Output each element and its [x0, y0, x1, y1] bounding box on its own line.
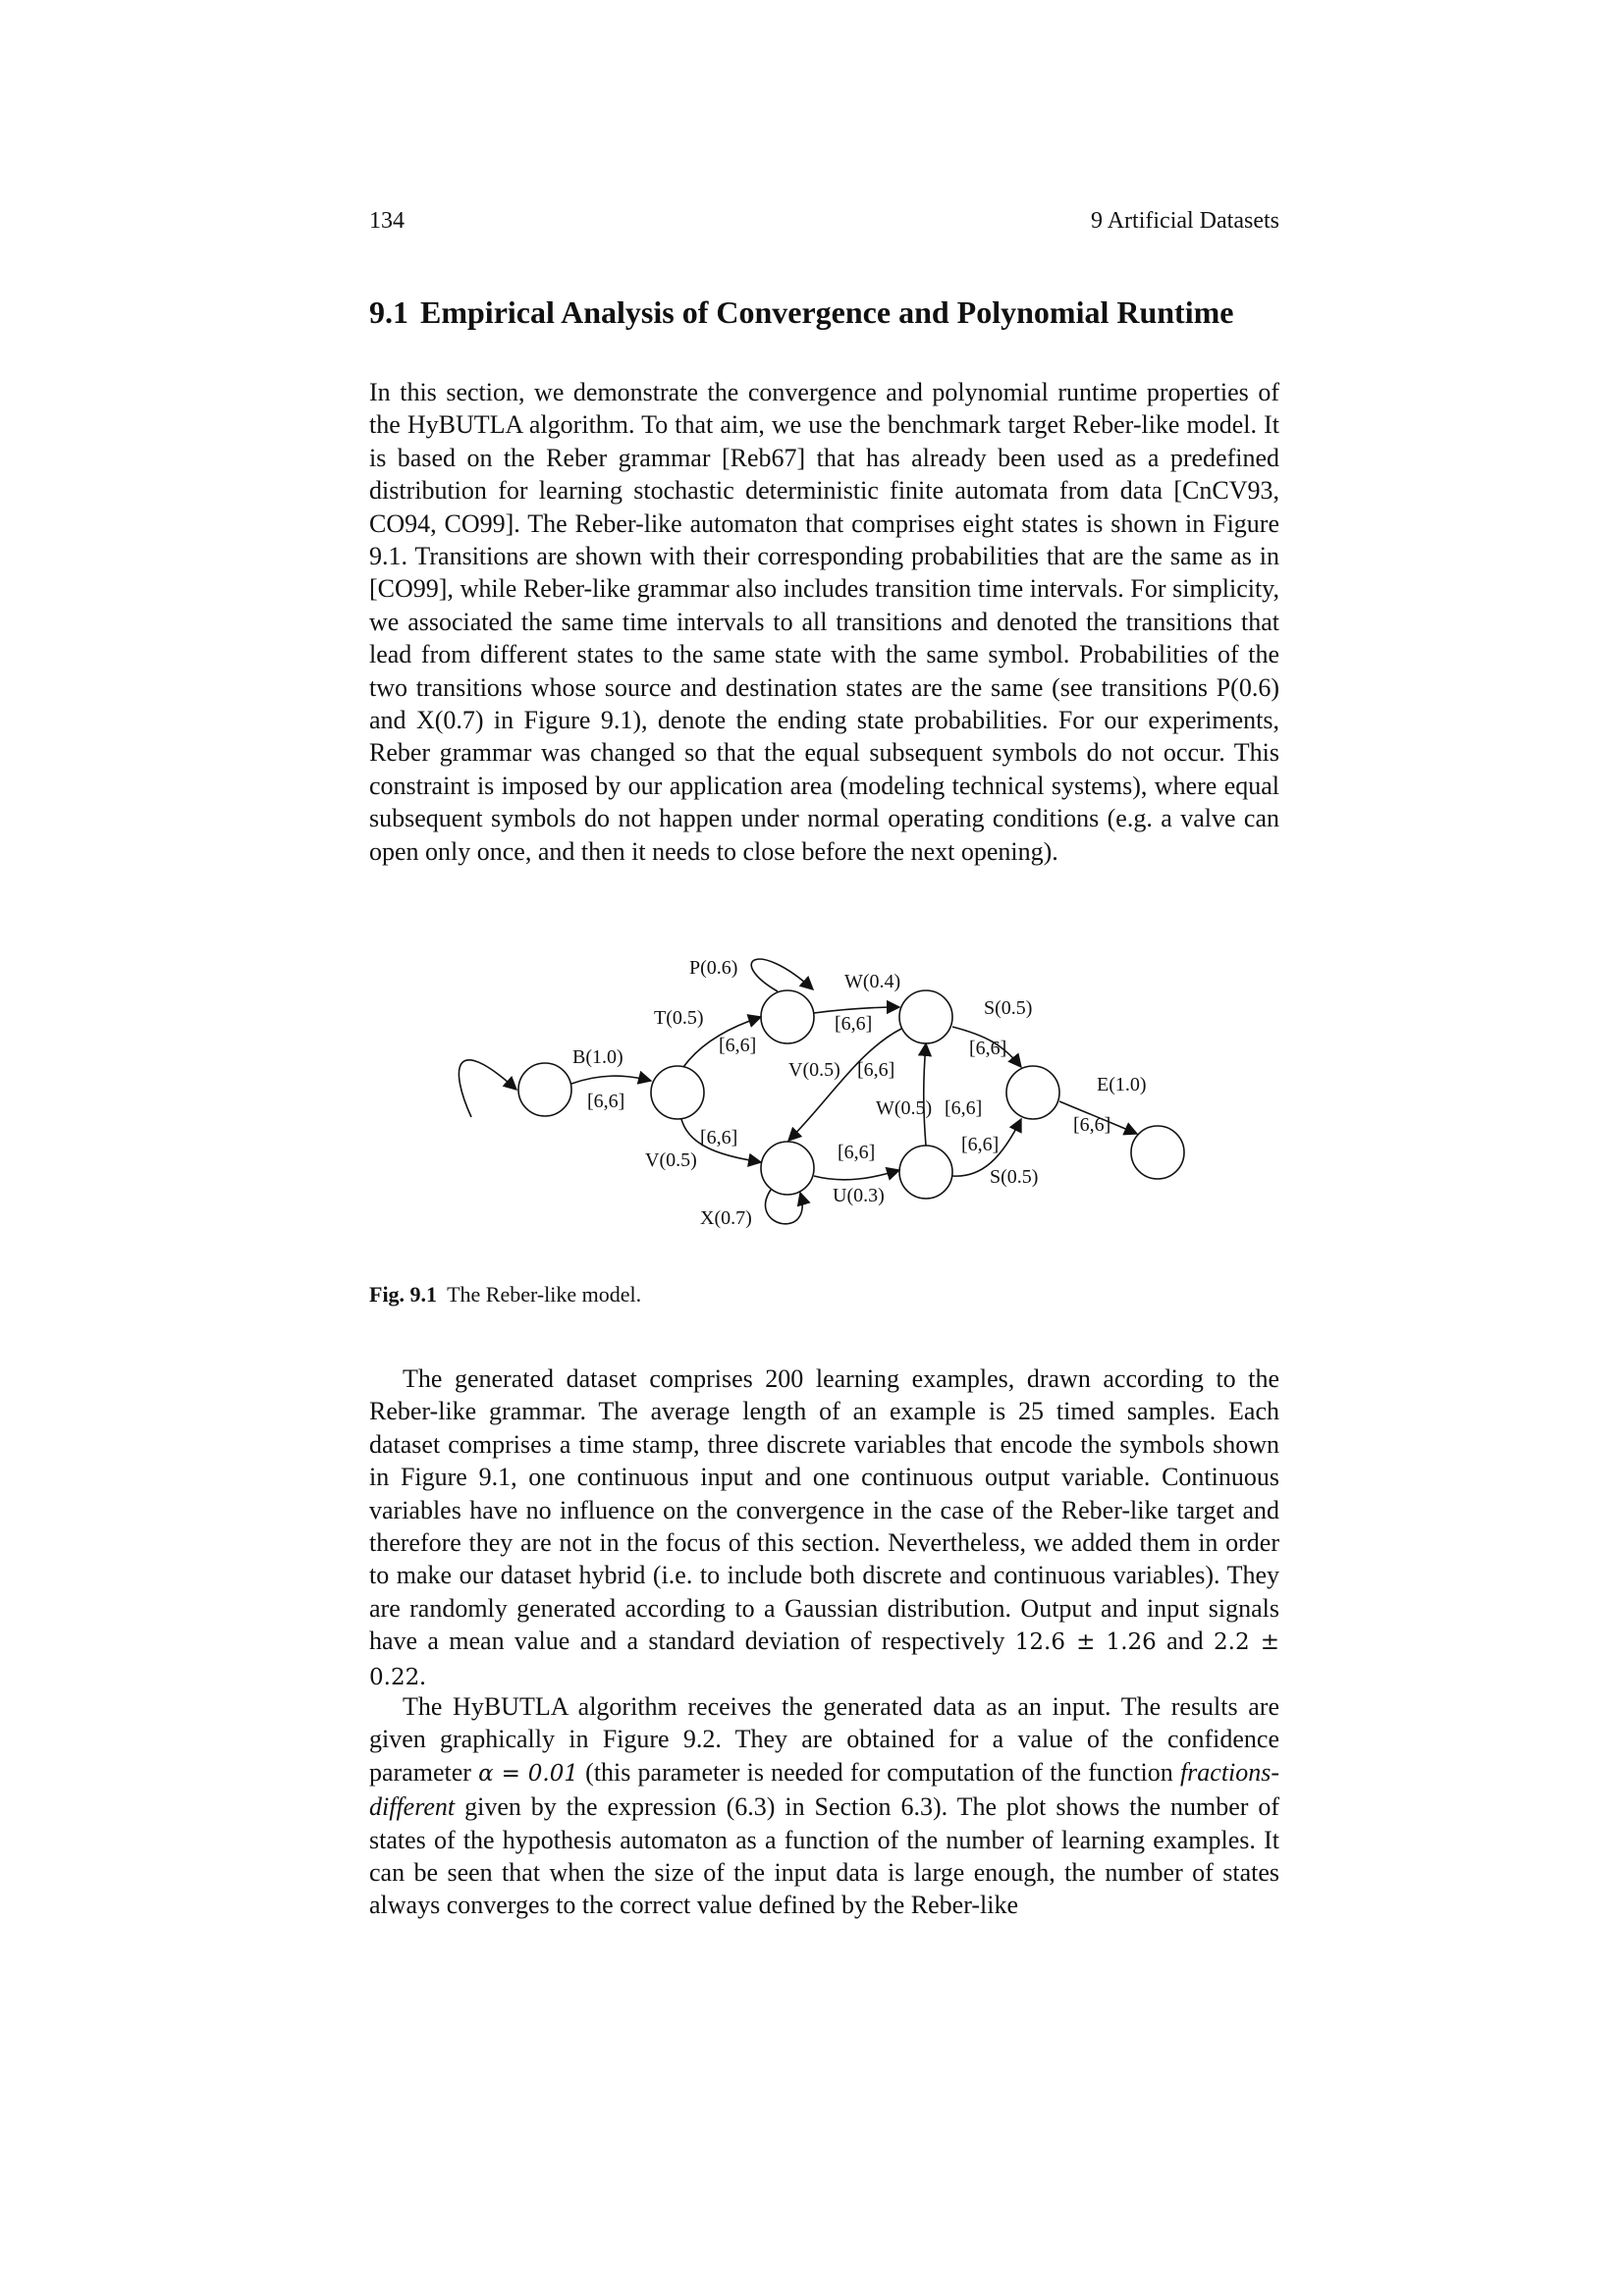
- figure-reber-automaton: [432, 942, 1218, 1237]
- edge-v05-up: [788, 1029, 901, 1141]
- label-w04: W(0.4): [844, 971, 901, 992]
- label-u: U(0.3): [833, 1185, 885, 1206]
- interval-label: [6,6]: [1073, 1114, 1111, 1136]
- state-2: [651, 1066, 704, 1119]
- label-t: T(0.5): [654, 1007, 704, 1029]
- state-5: [1006, 1066, 1059, 1119]
- automaton-diagram: [432, 942, 1218, 1237]
- state-7: [899, 1146, 952, 1199]
- state-start: [518, 1063, 571, 1116]
- edge-initial-loop: [459, 1060, 516, 1117]
- math-sd: 2.2 ± 0.22: [369, 1629, 1280, 1690]
- label-v05b: V(0.5): [645, 1149, 697, 1171]
- edge-u: [814, 1170, 899, 1180]
- edge-w05: [924, 1043, 926, 1146]
- function-name: fractions-different: [369, 1757, 1280, 1822]
- label-s05a: S(0.5): [984, 997, 1033, 1019]
- interval-label: [6,6]: [587, 1091, 625, 1112]
- paragraph-results-b: (this parameter is needed for computation of the function: [585, 1757, 1173, 1787]
- edge-b: [571, 1076, 651, 1084]
- interval-label: [6,6]: [961, 1134, 1000, 1155]
- paragraph-results: [369, 1690, 1279, 1922]
- interval-label: [6,6]: [719, 1035, 757, 1056]
- interval-label: [6,6]: [835, 1013, 873, 1035]
- edge-p-loop: [751, 959, 813, 991]
- interval-label: [6,6]: [857, 1059, 895, 1081]
- state-end: [1131, 1126, 1184, 1179]
- section-title-text: Empirical Analysis of Convergence and Polynomial Runtime: [420, 294, 1234, 330]
- interval-label: [6,6]: [700, 1127, 738, 1148]
- label-w05: W(0.5): [876, 1097, 933, 1119]
- math-alpha: α = 0.01: [478, 1760, 579, 1787]
- interval-label: [6,6]: [838, 1142, 876, 1163]
- state-6: [761, 1142, 814, 1195]
- paragraph-results-c: given by the expression (6.3) in Section 6.3). The plot shows the number of states of the hypothesis automaton as a function of the number of learning examples. It can be seen that when the size of the input data is large enough, the number of states always converges to the correct value defined by the Reber-like: [369, 1792, 1280, 1920]
- figure-caption: [369, 1282, 641, 1308]
- section-number: 9.1: [369, 294, 408, 330]
- interval-label: [6,6]: [945, 1097, 983, 1119]
- section-title: [369, 294, 1279, 331]
- label-e: E(1.0): [1097, 1074, 1147, 1095]
- label-x: X(0.7): [700, 1207, 752, 1229]
- caption-text: The Reber-like model.: [447, 1282, 642, 1307]
- paragraph-intro: In this section, we demonstrate the convergence and polynomial runtime properties of the HyBUTLA algorithm. To that aim, we use the benchmark target Reber-like model. It is based on the Reber grammar [Reb67] that has already been used as a predefined distribution for learning stochastic deterministic finite automata from data [CnCV93, CO94, CO99]. The Reber-like automaton that comprises eight states is shown in Figure 9.1. Transitions are shown with their corresponding probabilities that are the same as in [CO99], while Reber-like grammar also includes transition time intervals. For simplicity, we associated the same time intervals to all transitions and denoted the transitions that lead from different states to the same state with the same symbol. Probabilities of the two transitions whose source and destination states are the same (see transitions P(0.6) and X(0.7) in Figure 9.1), denote the ending state probabilities. For our experiments, Reber grammar was changed so that the equal subsequent symbols do not occur. This constraint is imposed by our application area (modeling technical systems), where equal subsequent symbols do not happen under normal operating conditions (e.g. a valve can open only once, and then it needs to close before the next opening).: [369, 378, 1279, 866]
- state-3: [761, 990, 814, 1043]
- interval-label: [6,6]: [969, 1038, 1007, 1059]
- label-p: P(0.6): [689, 957, 738, 979]
- running-head: 9 Artificial Datasets: [1091, 208, 1279, 234]
- caption-label: Fig. 9.1: [369, 1282, 438, 1307]
- word-and: and: [1166, 1627, 1204, 1656]
- label-v05a: V(0.5): [788, 1059, 840, 1081]
- paragraph-results-a: The HyBUTLA algorithm receives the generated data as an input. The results are given graphically in Figure 9.2. They are obtained for a value of the confidence parameter: [369, 1692, 1279, 1787]
- state-4: [899, 990, 952, 1043]
- label-b: B(1.0): [572, 1046, 623, 1068]
- paragraph-dataset: [369, 1362, 1279, 1694]
- paragraph-dataset-text: The generated dataset comprises 200 learning examples, drawn according to the Reber-like grammar. The average length of an example is 25 timed samples. Each dataset comprises a time stamp, three discrete variables that encode the symbols shown in Figure 9.1, one continuous input and one continuous output variable. Continuous variables have no influence on the convergence in the case of the Reber-like target and therefore they are not in the focus of this section. Nevertheless, we added them in order to make our dataset hybrid (i.e. to include both discrete and continuous variables). They are randomly generated according to a Gaussian distribution. Output and input signals have a mean value and a standard deviation of respectively: [369, 1364, 1279, 1656]
- period: .: [419, 1661, 426, 1690]
- label-s05b: S(0.5): [990, 1166, 1039, 1188]
- math-mean: 12.6 ± 1.26: [1014, 1629, 1157, 1656]
- page-number: 134: [369, 208, 405, 234]
